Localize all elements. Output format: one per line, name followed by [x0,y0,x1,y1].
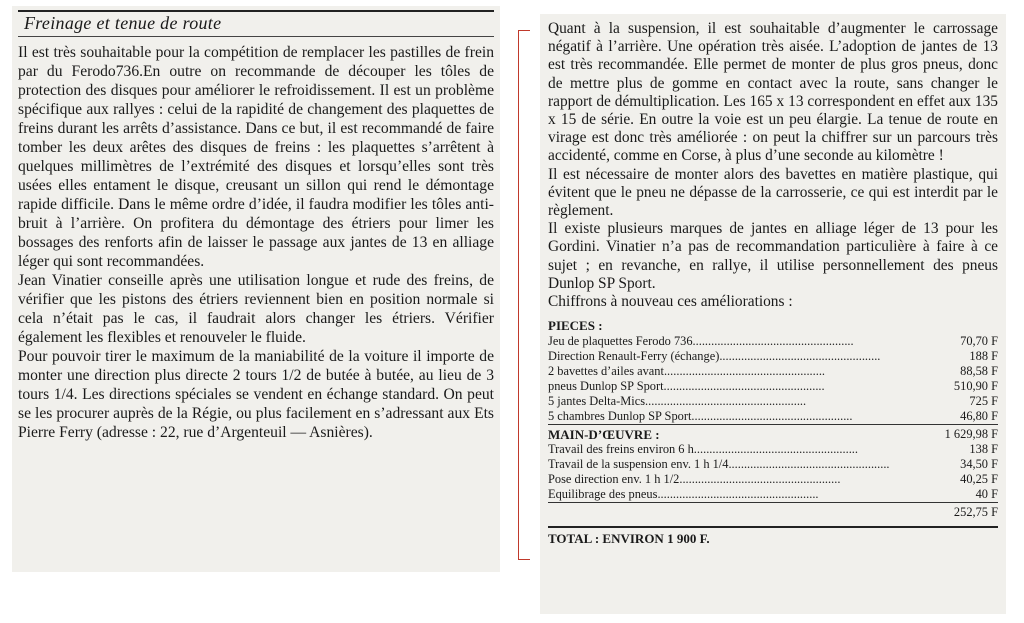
right-paragraph-2: Il est nécessaire de monter alors des bavettes en matière plastique, qui évitent que le pneu ne dépasse de la carrosserie, ce qui est interdit par le règlement. [548,165,998,220]
item-label: Pose direction env. 1 h 1/2 [548,472,680,487]
table-row [548,364,998,379]
item-label: Equilibrage des pneus [548,487,658,502]
dot-leader: .................................................... [719,349,881,364]
item-amount: 46,80 F [960,409,998,424]
labor-heading: MAIN-D’ŒUVRE : [548,425,922,443]
section-title: Freinage et tenue de route [18,10,494,37]
dot-leader: .................................................... [663,379,825,394]
table-row [548,425,998,443]
table-row [548,442,998,457]
pieces-heading: PIECES : [548,318,603,334]
item-label: Travail de la suspension env. 1 h 1/4 [548,457,729,472]
item-amount: 34,50 F [960,457,998,472]
dot-leader: .................................................... [691,409,853,424]
dot-leader: .................................................... [679,472,841,487]
left-paragraph-3: Pour pouvoir tirer le maximum de la maniabilité de la voiture il importe de monter une direction plus directe 2 tours 1/2 de butée à butée, au lieu de 3 tours 1/4. Les directions spéciales se vendent en échange standard. On peut se les procurer auprès de la Régie, ou plus facilement en s’adressant aux Ets Pierre Ferry (adresse : 22, rue d’Argenteuil — Asnières). [18,348,494,441]
pieces-table [548,334,998,520]
dot-leader: .................................................... [657,487,819,502]
pieces-subtotal: 1 629,98 F [922,425,999,443]
item-label: 5 chambres Dunlop SP Sport [548,409,692,424]
dot-leader: .................................................... [645,394,807,409]
left-paragraph-2: Jean Vinatier conseille après une utilisation longue et rude des freins, de vérifier que les pistons des étriers reviennent bien en position normale si cela n’était pas le cas, il faudrait alors changer les étriers. Vérifier également les flexibles et renouveler le fluide. [18,272,494,346]
table-row [548,409,998,425]
item-label: pneus Dunlop SP Sport [548,379,664,394]
item-amount: 88,58 F [960,364,998,379]
labor-spacer [548,503,922,521]
left-paragraph-1: Il est très souhaitable pour la compétition de remplacer les pastilles de frein par du Ferodo736.En outre on recommande de découper les tôles de protection des disques pour améliorer le refroidissement. Il est un problème spécifique aux rallyes : celui de la rapidité de changement des plaquettes de freins durant les arrêts d’assistance. Dans ce but, il est recommandé de faire tomber les deux arêtes des disques de freins : les plaquettes s’arrêtent à quelques millimètres de l’extrémité des disques et lorsqu’elles sont très usées elles entament le disque, creusant un sillon qui rend le démontage rapide difficile. Dans le même ordre d’idée, il faudra modifier les tôles anti-bruit à l’arrière. On profitera du démontage des étriers pour limer les bossages des renforts afin de laisser le passage aux jantes de 13 en alliage léger qui sont recommandées. [18,44,494,270]
red-bracket-mark [518,30,530,560]
table-row [548,379,998,394]
item-amount: 510,90 F [953,379,998,394]
dot-leader: .................................................... [663,364,826,379]
item-amount: 725 F [969,394,998,409]
right-paragraph-3: Il existe plusieurs marques de jantes en alliage léger de 13 pour les Gordini. Vinatier n’a pas de recommandation particulière à faire à ce sujet ; en revanche, en rallye, il utilise personnellement des pneus Dunlop SP Sport. [548,220,998,292]
item-label: Travail des freins environ 6 h. [548,442,697,457]
item-label: 2 bavettes d’ailes avant [548,364,664,379]
table-row [548,487,998,503]
labor-subtotal: 252,75 F [922,503,999,521]
dot-leader: .................................................... [696,442,858,457]
item-amount: 40,25 F [960,472,998,487]
right-paragraph-1: Quant à la suspension, il est souhaitable d’augmenter le carrossage négatif à l’arrière. Une opération très aisée. L’adoption de jantes de 13 est très recommandée. Elle permet de monter de plus gros pneus, donc de mettre plus de gomme en contact avec la route, sans changer le rapport de démultiplication. Les 165 x 13 correspondent en effet aux 135 x 15 de série. En outre la voie est un peu élargie. La tenue de route en virage est donc très améliorée : on peut la chiffrer sur un parcours très accidenté, comme en Corse, à plus d’une seconde au kilomètre ! [548,20,998,165]
dot-leader: .................................................... [728,457,890,472]
table-row [548,503,998,521]
table-row [548,472,998,487]
item-label: 5 jantes Delta-Mics [548,394,646,409]
table-row [548,394,998,409]
item-amount: 188 F [969,349,998,364]
table-row [548,349,998,364]
left-column [12,6,500,572]
item-amount: 70,70 F [960,334,998,349]
item-label: Jeu de plaquettes Ferodo 736 [548,334,693,349]
item-label: Direction Renault-Ferry (échange) [548,349,720,364]
table-row [548,457,998,472]
right-column [540,14,1006,614]
grand-total: TOTAL : ENVIRON 1 900 F. [548,526,998,547]
right-paragraph-4: Chiffrons à nouveau ces améliorations : [548,293,793,311]
dot-leader: .................................................... [692,334,854,349]
table-row [548,334,998,349]
item-amount: 40 F [975,487,998,502]
item-amount: 138 F [969,442,998,457]
